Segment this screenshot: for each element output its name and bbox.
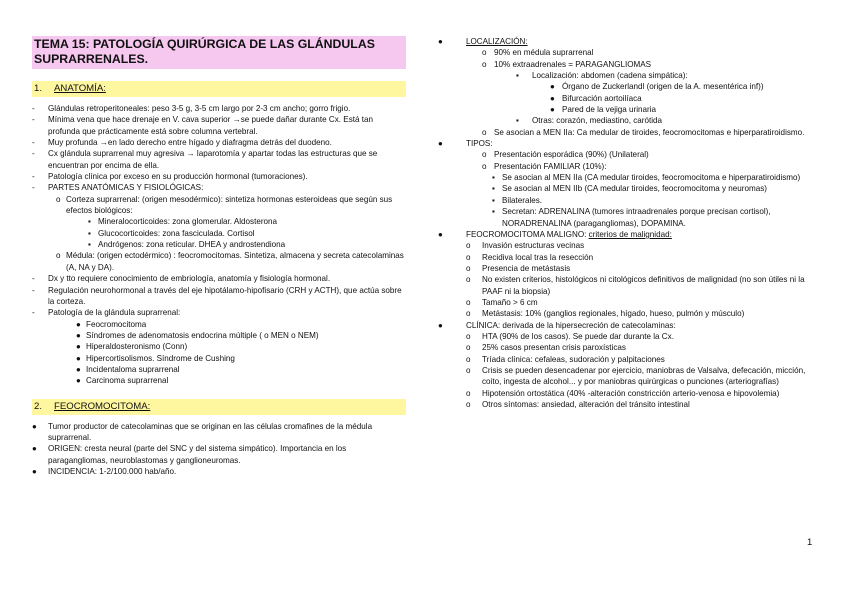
list-item: ▪ Otras: corazón, mediastino, carótida [516, 116, 663, 126]
list-item: ▪ Mineralocorticoides: zona glomerular. Aldosterona [88, 217, 278, 227]
dash-bullet: - [32, 183, 35, 193]
dot-bullet: ● [76, 353, 81, 363]
list-item: ● LOCALIZACIÓN: [438, 37, 528, 46]
list-item: ▪ Se asocian al MEN IIa (CA medular tiroides, feocromocitoma e hiperparatiroidismo) [492, 173, 801, 183]
list-item: - Dx y tto requiere conocimiento de embriología, anatomía y fisiología hormonal. [32, 274, 331, 284]
list-item: ● Hiperaldosteronismo (Conn) [76, 342, 188, 352]
list-item: ● Feocromocitoma [76, 319, 147, 329]
clinica-heading [438, 320, 814, 331]
square-bullet: ▪ [492, 207, 495, 217]
list-item: o Presentación esporádica (90%) (Unilateral) [482, 150, 649, 160]
circle-bullet: o [466, 309, 471, 319]
list-item: o 25% casos presentan crisis paroxísticas [466, 343, 626, 353]
list-item: - Patología clínica por exceso en su producción hormonal (tumoraciones). [32, 172, 308, 182]
left-column [32, 36, 406, 477]
right-column [438, 36, 814, 410]
circle-bullet: o [466, 331, 471, 341]
circle-bullet: o [56, 194, 61, 204]
clinica-list [438, 331, 814, 410]
patologia-list [32, 319, 406, 387]
anatomia-list-2 [32, 273, 406, 318]
dash-bullet: - [32, 285, 35, 295]
circle-bullet: o [482, 59, 487, 69]
tipos-heading [438, 138, 814, 149]
list-item: o Otros síntomas: ansiedad, alteración del tránsito intestinal [466, 400, 690, 409]
square-bullet: ▪ [88, 228, 91, 238]
dot-bullet: ● [76, 330, 81, 340]
section-title: ANATOMÍA: [54, 83, 106, 94]
square-bullet: ▪ [516, 116, 519, 126]
medula-list [32, 250, 406, 273]
list-item: ● ORIGEN: cresta neural (parte del SNC y del sistema simpático). Importancia en los paragangliomas, neuroblastomas y ganglioneuromas. [32, 444, 347, 465]
square-bullet: ▪ [88, 240, 91, 250]
dash-bullet: - [32, 308, 35, 318]
section-heading-anatomia [32, 81, 406, 97]
list-item: o Tamaño > 6 cm [466, 297, 538, 307]
circle-bullet: o [56, 251, 61, 261]
list-item: o 90% en médula suprarrenal [482, 48, 594, 58]
list-item: o Crisis se pueden desencadenar por ejercicio, maniobras de Valsalva, defecación, micción, coito, ingesta de alcohol... y por maniobras quirúrgicas o punciones (arteriografías) [466, 365, 806, 387]
circle-bullet: o [466, 388, 471, 398]
abdomen-sub-list [438, 81, 814, 115]
list-item: o 10% extraadrenales = PARAGANGLIOMAS [482, 59, 652, 69]
list-item: o Presentación FAMILIAR (10%): [482, 161, 607, 171]
list-item: o Se asocian a MEN IIa: Ca medular de tiroides, feocromocitomas e hiperparatiroidismo. [482, 127, 805, 137]
circle-bullet: o [466, 263, 471, 273]
list-item: ● Síndromes de adenomatosis endocrina múltiple ( o MEN o NEM) [76, 330, 319, 340]
section-heading-feocromocitoma [32, 399, 406, 415]
abdomen-list [438, 70, 814, 81]
square-bullet: ▪ [88, 217, 91, 227]
list-item: ▪ Glucocorticoides: zona fasciculada. Cortisol [88, 228, 255, 238]
dash-bullet: - [32, 274, 35, 284]
dash-bullet: - [32, 149, 35, 159]
list-item: - Glándulas retroperitoneales: peso 3-5 g, 3-5 cm largo por 2-3 cm ancho; gorro frigio. [32, 104, 351, 113]
list-item: ● Carcinoma suprarrenal [76, 376, 169, 386]
circle-bullet: o [466, 252, 471, 262]
list-item: o Metástasis: 10% (ganglios regionales, hígado, hueso, pulmón y músculo) [466, 309, 745, 319]
list-item: ▪ Andrógenos: zona reticular. DHEA y androstendiona [88, 240, 286, 250]
list-item: o Médula: (origen ectodérmico) : feocromocitomas. Sintetiza, almacena y secreta catecolaminas (A, NA y DA). [56, 251, 404, 272]
tipos-list [438, 149, 814, 172]
list-item: ▪ Se asocian al MEN IIb (CA medular tiroides, feocromocitoma y neuromas) [492, 184, 767, 194]
list-item: o No existen criterios, histológicos ni citológicos definitivos de malignidad (no son útiles ni la PAAF ni la biopsia) [466, 275, 805, 296]
dash-bullet: - [32, 115, 35, 125]
localizacion-list [438, 47, 814, 70]
document-title: TEMA 15: PATOLOGÍA QUIRÚRGICA DE LAS GLÁNDULAS SUPRARRENALES. [32, 36, 406, 69]
circle-bullet: o [466, 354, 471, 364]
section-title: FEOCROMOCITOMA: [54, 400, 151, 412]
list-item: o HTA (90% de los casos). Se puede dar durante la Cx. [466, 331, 674, 341]
list-item: ● Pared de la vejiga urinaria [550, 105, 657, 115]
page-number: 1 [807, 537, 813, 548]
maligno-list [438, 240, 814, 319]
familiar-list [438, 172, 814, 229]
list-item: ● FEOCROMOCITOMA MALIGNO: criterios de malignidad: [438, 229, 672, 239]
men-list [438, 127, 814, 138]
list-item: o Hipotensión ortostática (40% -alteración constricción arterio-venosa e hipovolemia) [466, 388, 780, 398]
list-item: o Invasión estructuras vecinas [466, 241, 585, 251]
list-item: ● Órgano de Zuckerlandl (origen de la A. mesentérica inf)) [550, 82, 764, 92]
circle-bullet: o [466, 297, 471, 307]
list-item: o Presencia de metástasis [466, 263, 571, 273]
list-item: ● Tumor productor de catecolaminas que se originan en las células cromafines de la médula suprarrenal. [32, 421, 373, 442]
circle-bullet: o [482, 161, 487, 171]
square-bullet: ▪ [492, 184, 495, 194]
list-item: - PARTES ANATÓMICAS Y FISIOLÓGICAS: [32, 183, 204, 193]
list-item: ● Hipercortisolismos. Síndrome de Cushing [76, 353, 235, 363]
list-item: ● INCIDENCIA: 1-2/100.000 hab/año. [32, 466, 177, 476]
list-item: ● Incidentaloma suprarrenal [76, 364, 180, 374]
list-item: ▪ Localización: abdomen (cadena simpática): [516, 71, 688, 81]
list-item: - Muy profunda →en lado derecho entre hígado y diafragma detrás del duodeno. [32, 138, 332, 148]
square-bullet: ▪ [516, 71, 519, 81]
list-item: - Regulación neurohormonal a través del eje hipotálamo-hipofisario (CRH y ACTH), que actúa sobre la corteza. [32, 285, 402, 306]
dot-bullet: ● [550, 105, 555, 115]
circle-bullet: o [466, 365, 471, 375]
dot-bullet: ● [76, 376, 81, 386]
dot-bullet: ● [32, 466, 37, 476]
list-item: ● Bifurcación aortoilíaca [550, 93, 642, 103]
dot-bullet: ● [76, 342, 81, 352]
list-item: ● CLÍNICA: derivada de la hipersecreción de catecolaminas: [438, 320, 676, 330]
partes-list [32, 194, 406, 217]
list-item: o Recidiva local tras la resección [466, 252, 594, 262]
dot-bullet: ● [438, 37, 443, 46]
list-item: ● TIPOS: [438, 139, 493, 149]
list-item: ▪ Bilaterales. [492, 195, 543, 205]
dot-bullet: ● [438, 139, 443, 149]
circle-bullet: o [482, 150, 487, 160]
otras-list [438, 115, 814, 126]
dot-bullet: ● [438, 229, 443, 239]
circle-bullet: o [466, 400, 471, 409]
dot-bullet: ● [438, 320, 443, 330]
list-item: - Mínima vena que hace drenaje en V. cava superior →se puede dañar durante Cx. Está tan profunda que prácticamente está sobre columna vertebral. [32, 115, 374, 136]
square-bullet: ▪ [492, 195, 495, 205]
section-number: 1. [34, 83, 43, 94]
corteza-zonas-list [32, 216, 406, 250]
dot-bullet: ● [76, 319, 81, 329]
circle-bullet: o [466, 241, 471, 251]
section-number: 2. [34, 400, 43, 412]
feocromocitoma-list [32, 421, 406, 478]
list-item: ▪ Secretan: ADRENALINA (tumores intraadrenales porque precisan cortisol), NORADRENALINA (paragangliomas), DOPAMINA. [492, 207, 771, 228]
dash-bullet: - [32, 104, 35, 113]
dot-bullet: ● [32, 444, 37, 454]
circle-bullet: o [482, 48, 487, 58]
dash-bullet: - [32, 138, 35, 148]
anatomia-list [32, 103, 406, 194]
list-item: - Patología de la glándula suprarrenal: [32, 308, 181, 318]
circle-bullet: o [466, 343, 471, 353]
maligno-heading [438, 229, 814, 240]
dot-bullet: ● [76, 364, 81, 374]
list-item: o Corteza suprarrenal: (origen mesodérmico): sintetiza hormonas esteroideas que según sus efectos biológicos: [56, 194, 393, 216]
circle-bullet: o [466, 275, 471, 285]
list-item: - Cx glándula suprarrenal muy agresiva → laparotomía y apartar todas las estructuras que se encuentran por encima de ella. [32, 149, 378, 170]
circle-bullet: o [482, 127, 487, 137]
dot-bullet: ● [550, 93, 555, 103]
square-bullet: ▪ [492, 173, 495, 183]
localizacion-heading [438, 36, 814, 47]
dot-bullet: ● [550, 82, 555, 92]
list-item: o Tríada clínica: cefaleas, sudoración y palpitaciones [466, 354, 665, 364]
dot-bullet: ● [32, 421, 37, 431]
dash-bullet: - [32, 172, 35, 182]
